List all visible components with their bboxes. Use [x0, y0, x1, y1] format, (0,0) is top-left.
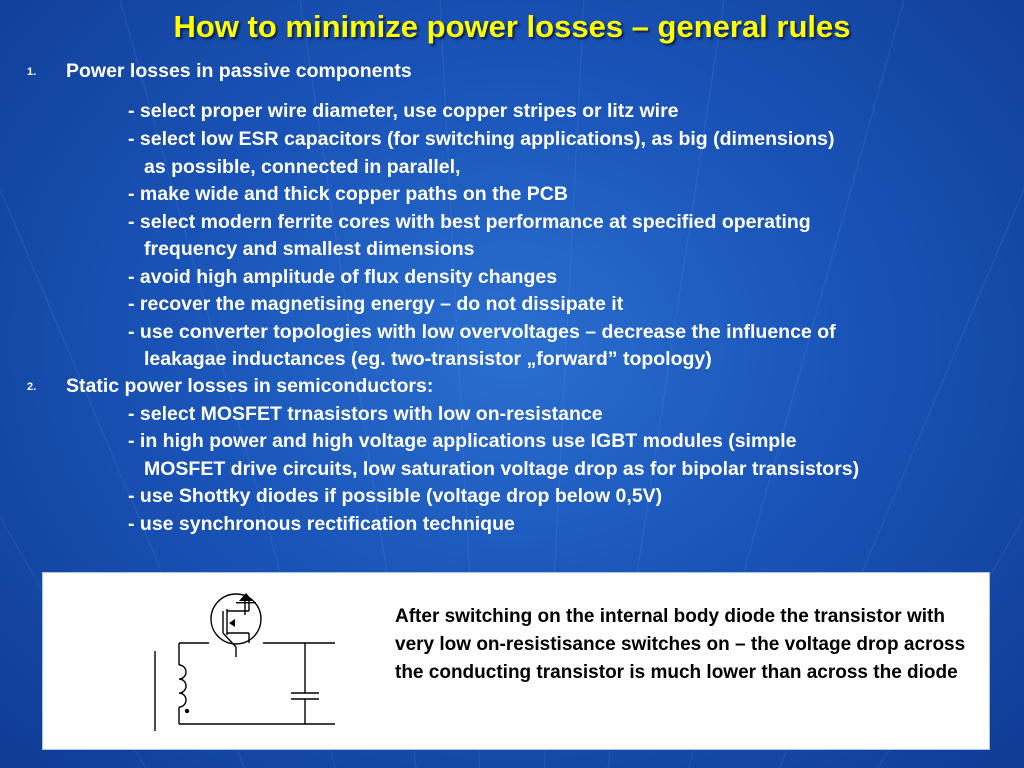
list-item: - select proper wire diameter, use copper stripes or litz wire — [128, 100, 679, 122]
list-item: MOSFET drive circuits, low saturation voltage drop as for bipolar transistors) — [144, 458, 860, 480]
slide-title: How to minimize power losses – general rules — [173, 9, 851, 44]
list-number-1: 1. — [27, 66, 37, 78]
list-item: - make wide and thick copper paths on the PCB — [128, 183, 568, 205]
list-number-2: 2. — [27, 381, 37, 393]
list-item: leakagae inductances (eg. two-transistor „forward” topology) — [144, 348, 712, 370]
section-heading-passive: Power losses in passive components — [66, 60, 412, 82]
synchronous-rectifier-circuit-diagram — [143, 593, 383, 733]
list-item: - use converter topologies with low overvoltages – decrease the influence of — [128, 321, 836, 343]
list-item: - select modern ferrite cores with best performance at specified operating — [128, 211, 811, 233]
list-item: - in high power and high voltage applications use IGBT modules (simple — [128, 430, 797, 452]
panel-description: After switching on the internal body diode the transistor with very low on-resistisance switches on – the voltage drop across the conducting transistor is much lower than across the diode — [395, 606, 966, 683]
diagram-panel — [42, 572, 990, 750]
list-item: - avoid high amplitude of flux density changes — [128, 266, 558, 288]
list-item: frequency and smallest dimensions — [144, 238, 475, 260]
list-item: - use synchronous rectification technique — [128, 513, 515, 535]
section-heading-static: Static power losses in semiconductors: — [66, 375, 434, 397]
list-item: - recover the magnetising energy – do not dissipate it — [128, 293, 624, 315]
list-item: - use Shottky diodes if possible (voltage drop below 0,5V) — [128, 485, 663, 507]
list-item: - select MOSFET trnasistors with low on-resistance — [128, 403, 603, 425]
list-item: - select low ESR capacitors (for switching applications), as big (dimensions) — [128, 128, 835, 150]
list-item: as possible, connected in parallel, — [144, 156, 461, 178]
